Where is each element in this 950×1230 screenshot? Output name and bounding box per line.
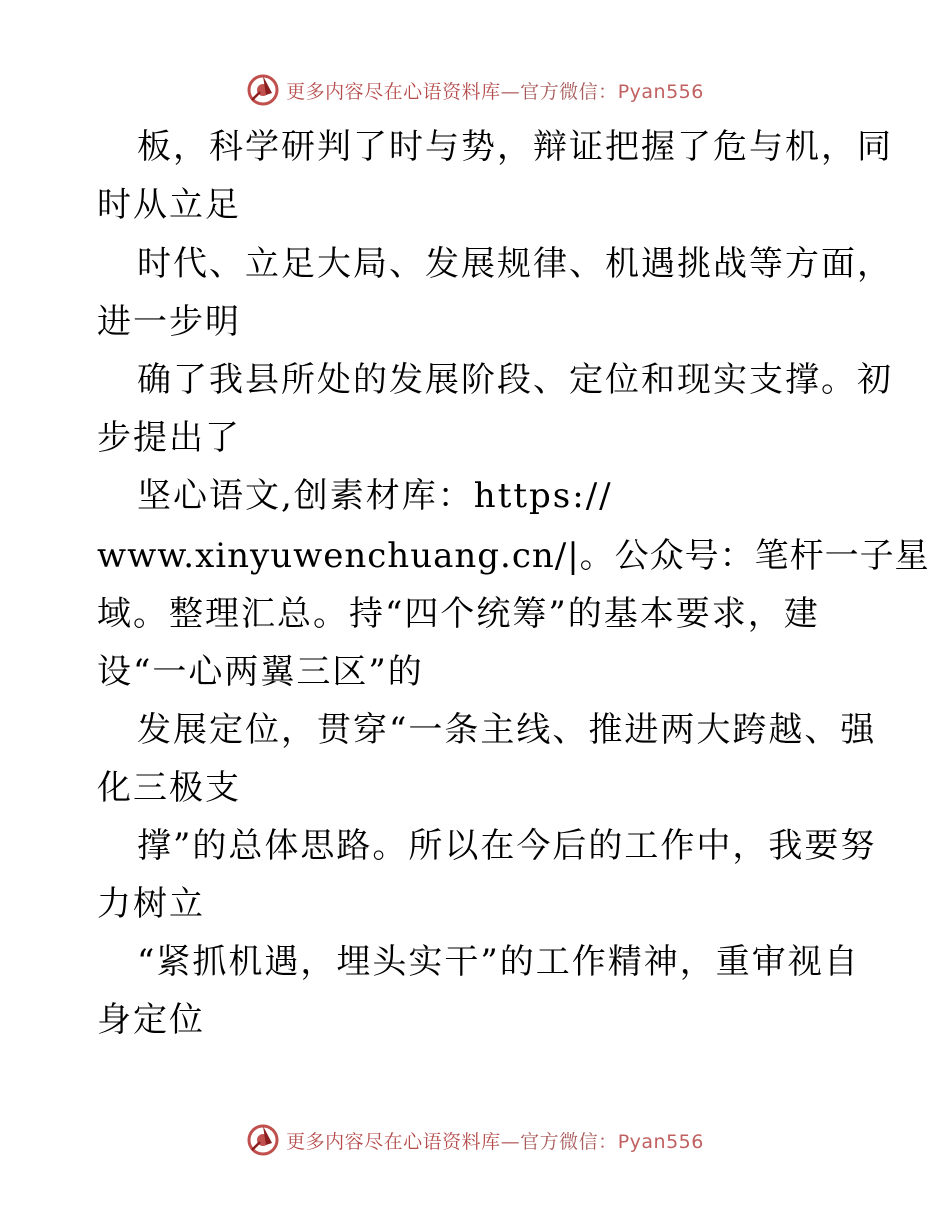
banner-main-text: 更多内容尽在心语资料库	[286, 1130, 501, 1153]
banner-text	[286, 77, 704, 104]
text-line: 坚心语文,创素材库：https://	[137, 476, 613, 516]
text-line: 步提出了	[97, 418, 241, 458]
banner-wechat-label: 官方微信：	[520, 1130, 618, 1153]
text-line: 域。整理汇总。持“四个统筹”的基本要求，建	[97, 594, 820, 634]
text-line: 发展定位，贯穿“一条主线、推进两大跨越、强	[137, 710, 877, 750]
text-line: 身定位	[97, 1000, 205, 1040]
banner-dash: —	[500, 80, 521, 103]
banner-text	[286, 1127, 704, 1154]
brand-logo-icon	[246, 1123, 280, 1157]
footer-watermark-banner	[0, 1118, 950, 1162]
banner-wechat-label: 官方微信：	[520, 80, 618, 103]
banner-main-text: 更多内容尽在心语资料库	[286, 80, 501, 103]
text-line: 时代、立足大局、发展规律、机遇挑战等方面，	[137, 244, 893, 284]
text-line: 力树立	[97, 884, 205, 924]
brand-logo-icon	[246, 73, 280, 107]
banner-wechat-id: Pyan556	[617, 1130, 704, 1153]
banner-wechat-id: Pyan556	[617, 80, 704, 103]
text-line: 撑”的总体思路。所以在今后的工作中，我要努	[137, 826, 877, 866]
header-watermark-banner	[0, 68, 950, 112]
text-line: 化三极支	[97, 768, 241, 808]
text-line: 确了我县所处的发展阶段、定位和现实支撑。初	[137, 360, 893, 400]
text-line: www.xinyuwenchuang.cn/|。公众号：笔杆一子星	[97, 536, 930, 576]
banner-dash: —	[500, 1130, 521, 1153]
text-line: 进一步明	[97, 302, 241, 342]
text-line: 设“一心两翼三区”的	[97, 652, 424, 692]
text-line: 板，科学研判了时与势，辩证把握了危与机，同	[137, 127, 893, 167]
text-line: 时从立足	[97, 185, 241, 225]
text-line: “紧抓机遇，埋头实干”的工作精神，重审视自	[137, 942, 860, 982]
